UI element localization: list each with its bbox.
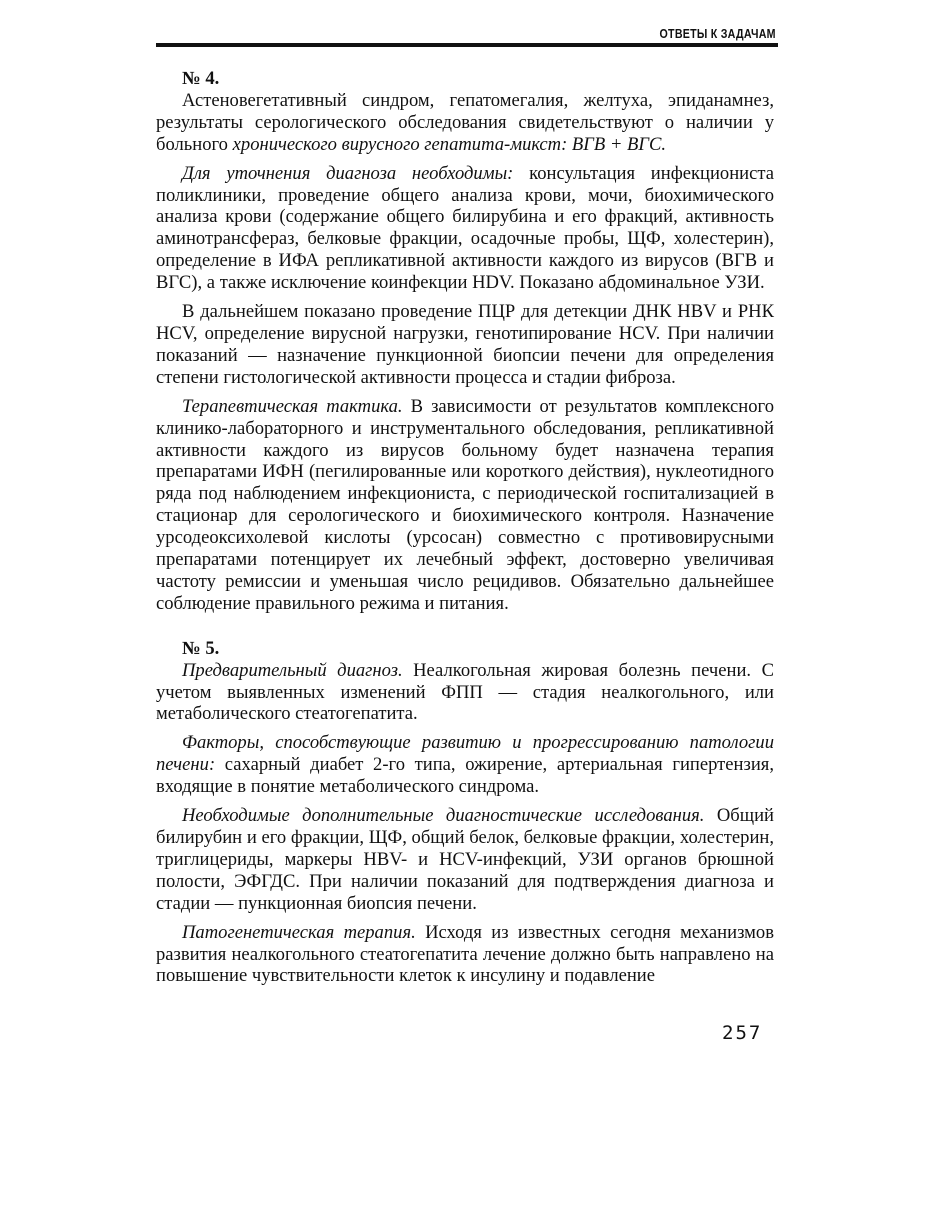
running-header: ОТВЕТЫ К ЗАДАЧАМ [659,26,776,41]
paragraph-lead: Необходимые дополнительные диагностические исследования. [182,805,705,827]
paragraph-lead: Предварительный диагноз. [182,659,403,681]
diagnosis-emphasis: хронического вирусного гепатита-микст: ВГВ + ВГС. [232,133,667,155]
paragraph-lead: Для уточнения диагноза необходимы: [182,162,514,184]
paragraph-text: консультация инфекциониста поликлиники, проведение общего анализа крови, мочи, биохимического анализа крови (содержание общего билирубина и его фракций, активность аминотрансфераз, белковые фракции, осадочные пробы, ЩФ, холестерин), определение в ИФА репликативной активности каждого из вирусов (ВГВ и ВГС), а также исключение коинфекции HDV. Показано абдоминальное УЗИ. [156,162,774,294]
section-5-number: № 5. [182,637,220,659]
section-5-paragraph-1 [156,660,774,726]
section-4-paragraph-1 [156,90,774,156]
section-gap [156,622,774,638]
page-number: 257 [722,1022,763,1044]
paragraph-text: сахарный диабет 2-го типа, ожирение, артериальная гипертензия, входящие в понятие метаболического синдрома. [156,754,774,798]
paragraph-lead: Терапевтическая тактика. [182,395,403,417]
paragraph-text: Исходя из известных сегодня механизмов развития неалкогольного стеатогепатита лечение должно быть направлено на повышение чувствительности клеток к инсулину и подавление [156,921,774,987]
paragraph-text: В зависимости от результатов комплексного клинико-лабораторного и инструментального обследования, репликативной активности каждого из вирусов больному будет назначена терапия препаратами ИФН (пегилированные или короткого действия), нуклеотидного ряда под наблюдением инфекциониста, с периодической госпитализацией в стационар для серологического и биохимического контроля. Назначение урсодеоксихолевой кислоты (урсосан) совместно с противовирусными препаратами потенцирует их лечебный эффект, достоверно увеличивая частоту ремиссии и уменьшая число рецидивов. Обязательно дальнейшее соблюдение правильного режима и питания. [156,395,774,614]
section-4-paragraph-3: В дальнейшем показано проведение ПЦР для детекции ДНК HBV и РНК HCV, определение вирусной нагрузки, генотипирование HCV. При наличии показаний — назначение пункционной биопсии печени для определения степени гистологической активности процесса и стадии фиброза. [156,301,774,388]
page-body [156,68,774,994]
paragraph-lead: Патогенетическая терапия. [182,921,416,943]
paragraph-text: Астеновегетативный синдром, гепатомегалия, желтуха, эпиданамнез, результаты серологического обследования свидетельствуют о наличии у больного [156,89,774,155]
paragraph-lead: Факторы, способствующие развитию и прогрессированию патологии печени: [156,732,774,776]
header-rule [156,43,778,47]
section-4-paragraph-4 [156,396,774,615]
section-5-paragraph-4 [156,922,774,988]
paragraph-text: Общий билирубин и его фракции, ЩФ, общий белок, белковые фракции, холестерин, триглицериды, маркеры HBV- и HCV-инфекций, УЗИ органов брюшной полости, ЭФГДС. При наличии показаний для подтверждения диагноза и стадии — пункционная биопсия печени. [156,805,774,914]
section-4-paragraph-2 [156,163,774,294]
section-5-paragraph-2 [156,732,774,798]
section-5-paragraph-3 [156,805,774,915]
paragraph-text: Неалкогольная жировая болезнь печени. С учетом выявленных изменений ФПП — стадия неалкогольного, или метаболического стеатогепатита. [156,659,774,725]
section-4-number: № 4. [182,68,220,89]
